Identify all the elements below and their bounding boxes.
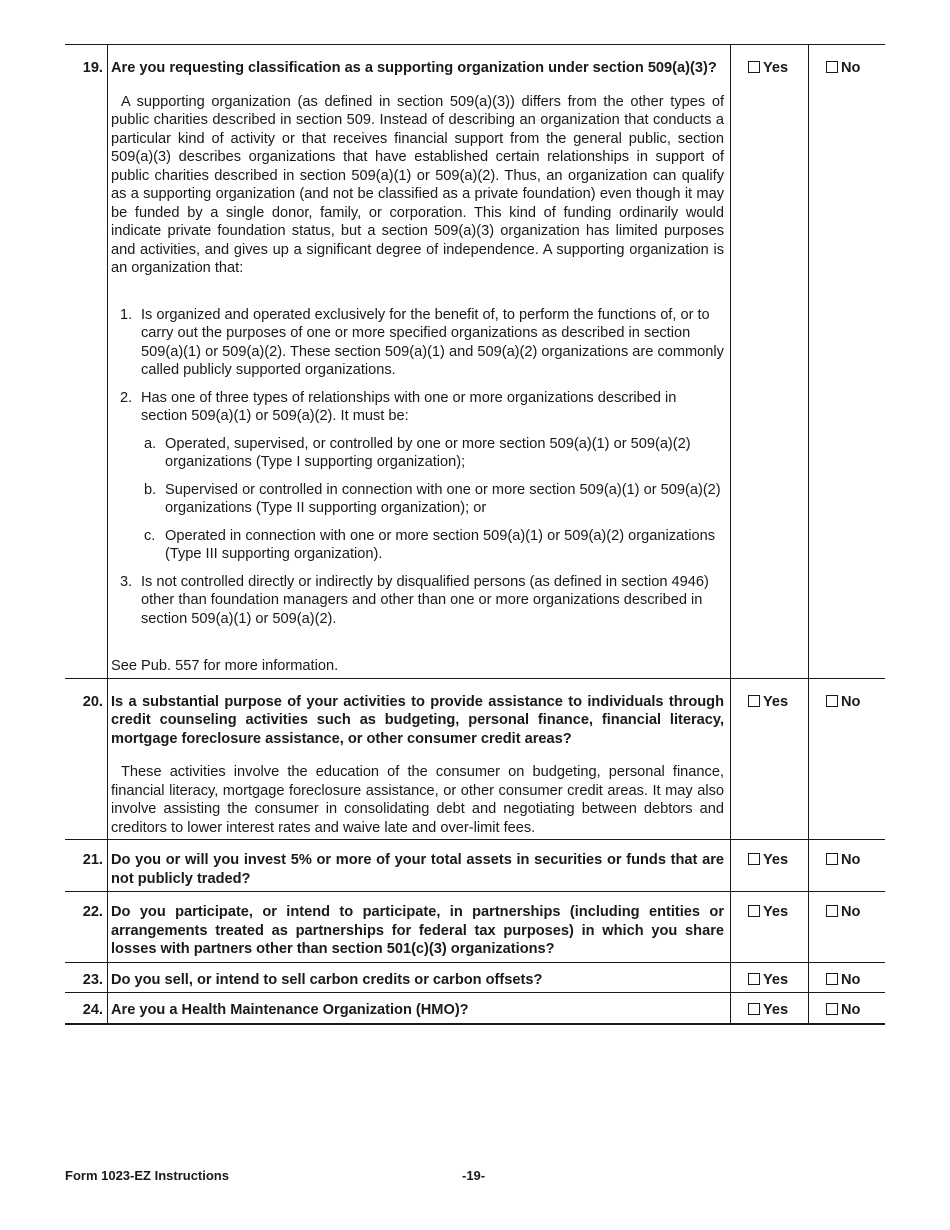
yes-checkbox[interactable]: [748, 1003, 760, 1015]
no-label: No: [841, 852, 861, 868]
no-option[interactable]: [809, 892, 885, 922]
no-label: No: [841, 1002, 861, 1018]
no-option[interactable]: [809, 679, 885, 712]
yes-label: Yes: [763, 852, 789, 868]
question-text: Are you a Health Maintenance Organization (HMO)?: [111, 1002, 469, 1018]
sub-list-item: [141, 527, 724, 564]
no-checkbox[interactable]: [826, 853, 838, 865]
yes-checkbox[interactable]: [748, 853, 760, 865]
no-checkbox[interactable]: [826, 61, 838, 73]
no-checkbox[interactable]: [826, 1003, 838, 1015]
no-option[interactable]: [809, 840, 885, 870]
list-item: [111, 306, 724, 380]
list-item: [111, 389, 724, 564]
no-label: No: [841, 971, 861, 988]
no-label: No: [841, 693, 861, 710]
yes-checkbox[interactable]: [748, 973, 760, 985]
question-row-22: [65, 892, 885, 963]
questions-table: [65, 44, 885, 1025]
yes-label: Yes: [763, 60, 789, 76]
sub-list-item-text: Operated in connection with one or more section 509(a)(1) or 509(a)(2) organizations (Type III supporting organization).: [165, 527, 715, 562]
no-checkbox[interactable]: [826, 905, 838, 917]
yes-option[interactable]: [731, 892, 808, 922]
explanation-paragraph: A supporting organization (as defined in section 509(a)(3)) differs from the other types of public charities described in section 509. Instead of describing an organization that conducts a particular kind of activity or that receives financial support from the general public, section 509(a)(3) describes organizations that have established certain relationships in support of public charities described in section 509(a)(1) or 509(a)(2). Thus, an organization can qualify as a supporting organization (and not be classified as a private foundation) even though it may be funded by a single donor, family, or corporation. This kind of funding ordinarily would indicate private foundation status, but a section 509(a)(3) organization has limited purposes and activities, and gives up a significant degree of independence. A supporting organization is an organization that:: [111, 93, 724, 276]
see-also-note: See Pub. 557 for more information.: [111, 658, 339, 674]
question-number: 21.: [82, 852, 103, 868]
sub-list-marker: b.: [144, 481, 157, 498]
yes-checkbox[interactable]: [748, 61, 760, 73]
no-checkbox[interactable]: [826, 695, 838, 707]
question-number: 22.: [82, 904, 103, 920]
question-row-24: [65, 993, 885, 1024]
yes-option[interactable]: [731, 45, 808, 78]
list-item-text: Is not controlled directly or indirectly by disqualified persons (as defined in section 4946) other than foundation managers and other than one or more organizations described in section 509(a)(1) or 509(a)(2).: [141, 573, 709, 627]
yes-label: Yes: [763, 1002, 789, 1018]
sub-list-marker: a.: [144, 435, 157, 452]
question-row-20: [65, 678, 885, 840]
question-text: Do you or will you invest 5% or more of your total assets in securities or funds that are not publicly traded?: [111, 852, 724, 887]
sub-list-marker: c.: [144, 527, 156, 544]
list-marker: 3.: [120, 573, 133, 590]
yes-option[interactable]: [731, 993, 808, 1020]
list-marker: 2.: [120, 389, 133, 406]
no-option[interactable]: [809, 963, 885, 990]
sub-list-item: [141, 435, 724, 472]
footer-form-name: Form 1023-EZ Instructions: [65, 1168, 229, 1183]
yes-checkbox[interactable]: [748, 695, 760, 707]
list-marker: 1.: [120, 306, 133, 323]
yes-label: Yes: [763, 971, 789, 988]
yes-option[interactable]: [731, 963, 808, 990]
yes-label: Yes: [763, 693, 789, 710]
question-text: Are you requesting classification as a supporting organization under section 509(a)(3)?: [111, 60, 717, 76]
no-checkbox[interactable]: [826, 973, 838, 985]
question-text: Do you participate, or intend to participate, in partnerships (including entities or arrangements treated as partnerships for federal tax purposes) in which you share losses with partners other than section 501(c)(3) organizations?: [111, 904, 724, 957]
list-item-text: Has one of three types of relationships with one or more organizations described in section 509(a)(1) or 509(a)(2). It must be:: [141, 389, 677, 424]
explanation-paragraph: These activities involve the education of the consumer on budgeting, personal finance, financial literacy, mortgage foreclosure assistance, or other consumer credit areas. It may also involve assisting the consumer in consolidating debt and negotiating between debtors and creditors to lower interest rates and waive late and over-limit fees.: [111, 764, 724, 836]
sub-list-item: [141, 481, 724, 518]
requirements-list: [111, 306, 724, 629]
question-number: 23.: [82, 971, 103, 988]
question-number: 24.: [82, 1002, 103, 1018]
question-row-23: [65, 962, 885, 993]
relationship-types-list: [141, 435, 724, 564]
question-text: Do you sell, or intend to sell carbon credits or carbon offsets?: [111, 971, 543, 988]
sub-list-item-text: Supervised or controlled in connection with one or more section 509(a)(1) or 509(a)(2) organizations (Type II supporting organization); or: [165, 481, 721, 516]
list-item-text: Is organized and operated exclusively for the benefit of, to perform the functions of, or to carry out the purposes of one or more specified organizations as described in section 509(a)(1) or 509(a)(2). These section 509(a)(1) and 509(a)(2) organizations are commonly called publicly supported organizations.: [141, 306, 724, 378]
footer-page-number: -19-: [462, 1168, 486, 1183]
yes-label: Yes: [763, 904, 789, 920]
yes-option[interactable]: [731, 840, 808, 870]
yes-checkbox[interactable]: [748, 905, 760, 917]
question-number: 19.: [82, 60, 103, 76]
sub-list-item-text: Operated, supervised, or controlled by one or more section 509(a)(1) or 509(a)(2) organizations (Type I supporting organization);: [165, 435, 691, 470]
question-text: Is a substantial purpose of your activities to provide assistance to individuals through credit counseling activities such as budgeting, personal finance, financial literacy, mortgage foreclosure assistance, or other consumer credit areas?: [111, 693, 724, 747]
no-label: No: [841, 60, 861, 76]
question-number: 20.: [82, 693, 103, 710]
no-label: No: [841, 904, 861, 920]
no-option[interactable]: [809, 993, 885, 1020]
list-item: [111, 573, 724, 629]
no-option[interactable]: [809, 45, 885, 78]
yes-option[interactable]: [731, 679, 808, 712]
question-row-19: [65, 45, 885, 679]
question-row-21: [65, 840, 885, 892]
